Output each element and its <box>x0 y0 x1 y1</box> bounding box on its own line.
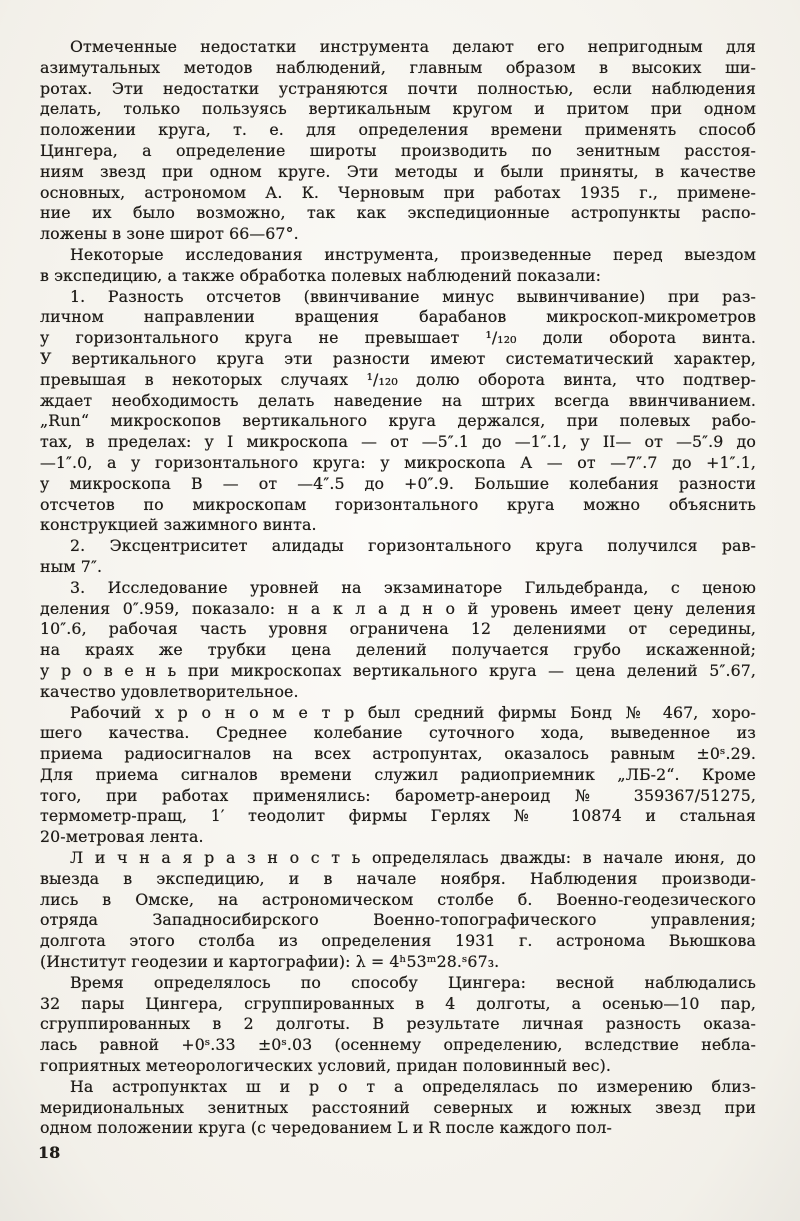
paragraph <box>40 973 756 1077</box>
text-line: у микроскопа В — от —4″.5 до +0″.9. Большие колебания разности <box>40 473 756 493</box>
text-line: тах, в пределах: у I микроскопа — от —5″.1 до —1″.1, у II— от —5″.9 до <box>40 432 756 452</box>
text-line: Л и ч н а я р а з н о с т ь определялась дважды: в начале июня, до <box>70 848 756 868</box>
paragraph <box>40 578 756 703</box>
text-block <box>40 37 756 1139</box>
paragraph <box>40 1077 756 1139</box>
paragraph <box>40 848 756 973</box>
page-number: 18 <box>38 1143 61 1162</box>
text-line: 32 пары Цингера, сгруппированных в 4 долготы, а осенью—10 пар, <box>40 993 756 1013</box>
text-line: отсчетов по микроскопам горизонтального круга можно объяснить <box>40 494 756 514</box>
text-line: 3. Исследование уровней на экзаминаторе Гильдебранда, с ценою <box>70 577 756 597</box>
text-line: у р о в е н ь при микроскопах вертикального круга — цена делений 5″.67, <box>40 660 756 680</box>
paragraph <box>40 287 756 537</box>
paragraph <box>40 703 756 849</box>
text-line: „Run“ микроскопов вертикального круга держался, при полевых рабо- <box>40 411 756 431</box>
text-line: выезда в экспедицию, и в начале ноября. Наблюдения производи- <box>40 868 756 888</box>
text-line: отряда Западносибирского Военно-топографического управления; <box>40 910 756 930</box>
paragraph <box>40 37 756 245</box>
text-line: азимутальных методов наблюдений, главным образом в высоких ши- <box>40 57 756 77</box>
text-line: ниям звезд при одном круге. Эти методы и были приняты, в качестве <box>40 161 756 181</box>
text-line: качество удовлетворительное. <box>40 681 299 701</box>
text-line: лись в Омске, на астрономическом столбе б. Военно-геодезического <box>40 889 756 909</box>
text-line: сгруппированных в 2 долготы. В результате личная разность оказа- <box>40 1014 756 1034</box>
text-line: у горизонтального круга не превышает ¹/₁₂₀ доли оборота винта. <box>40 328 756 348</box>
text-line: 10″.6, рабочая часть уровня ограничена 12 делениями от середины, <box>40 619 756 639</box>
text-line: ние их было возможно, так как экспедиционные астропункты распо- <box>40 203 756 223</box>
text-line: —1″.0, а у горизонтального круга: у микроскопа А — от —7″.7 до +1″.1, <box>40 452 756 472</box>
text-line: шего качества. Среднее колебание суточного хода, выведенное из <box>40 723 756 743</box>
text-line: одном положении круга (с чередованием L и R после каждого пол- <box>40 1118 612 1138</box>
text-line: основных, астрономом А. К. Черновым при работах 1935 г., примене- <box>40 182 756 202</box>
text-line: Рабочий х р о н о м е т р был средний фирмы Бонд № 467, хоро- <box>70 702 756 722</box>
text-line: деления 0″.959, показало: н а к л а д н о й уровень имеет цену деления <box>40 598 756 618</box>
text-line: делать, только пользуясь вертикальным кругом и притом при одном <box>40 99 756 119</box>
paragraph <box>40 536 756 578</box>
text-line: ждает необходимость делать наведение на штрих всегда ввинчиванием. <box>40 390 756 410</box>
text-line: Некоторые исследования инструмента, произведенные перед выездом <box>70 244 756 264</box>
text-line: меридиональных зенитных расстояний северных и южных звезд при <box>40 1097 756 1117</box>
text-line: Цингера, а определение широты производить по зенитным расстоя- <box>40 140 756 160</box>
text-line: термометр-пращ, 1′ теодолит фирмы Герлях № 10874 и стальная <box>40 806 756 826</box>
text-line: положении круга, т. е. для определения времени применять способ <box>40 120 756 140</box>
text-line: превышая в некоторых случаях ¹/₁₂₀ долю оборота винта, что подтвер- <box>40 369 756 389</box>
text-line: на краях же трубки цена делений получается грубо искаженной; <box>40 640 756 660</box>
text-line: 20-метровая лента. <box>40 827 204 847</box>
text-line: приема радиосигналов на всех астропунтах, оказалось равным ±0ˢ.29. <box>40 744 756 764</box>
text-line: ротах. Эти недостатки устраняются почти полностью, если наблюдения <box>40 78 756 98</box>
text-line: конструкцией зажимного винта. <box>40 515 317 535</box>
text-line: (Институт геодезии и картографии): λ = 4ʰ53ᵐ28.ˢ67₃. <box>40 952 500 972</box>
text-line: ным 7″. <box>40 556 103 576</box>
text-line: того, при работах применялись: барометр-анероид № 359367/51275, <box>40 785 756 805</box>
paragraph <box>40 245 756 287</box>
text-line: У вертикального круга эти разности имеют систематический характер, <box>40 348 756 368</box>
text-line: На астропунктах ш и р о т а определялась по измерению близ- <box>70 1076 756 1096</box>
text-line: лась равной +0ˢ.33 ±0ˢ.03 (осеннему определению, вследствие небла- <box>40 1035 756 1055</box>
text-line: гоприятных метеорологических условий, придан половинный вес). <box>40 1056 611 1076</box>
text-line: 1. Разность отсчетов (ввинчивание минус вывинчивание) при раз- <box>70 286 756 306</box>
text-line: Для приема сигналов времени служил радиоприемник „ЛБ-2“. Кроме <box>40 764 756 784</box>
text-line: личном направлении вращения барабанов микроскоп-микрометров <box>40 307 756 327</box>
text-line: Отмеченные недостатки инструмента делают его непригодным для <box>70 37 756 56</box>
text-line: долгота этого столба из определения 1931 г. астронома Вьюшкова <box>40 931 756 951</box>
text-line: 2. Эксцентриситет алидады горизонтального круга получился рав- <box>70 536 756 556</box>
text-line: в экспедицию, а также обработка полевых наблюдений показали: <box>40 265 602 285</box>
text-line: Время определялось по способу Цингера: весной наблюдались <box>70 972 756 992</box>
text-line: ложены в зоне широт 66—67°. <box>40 224 299 244</box>
